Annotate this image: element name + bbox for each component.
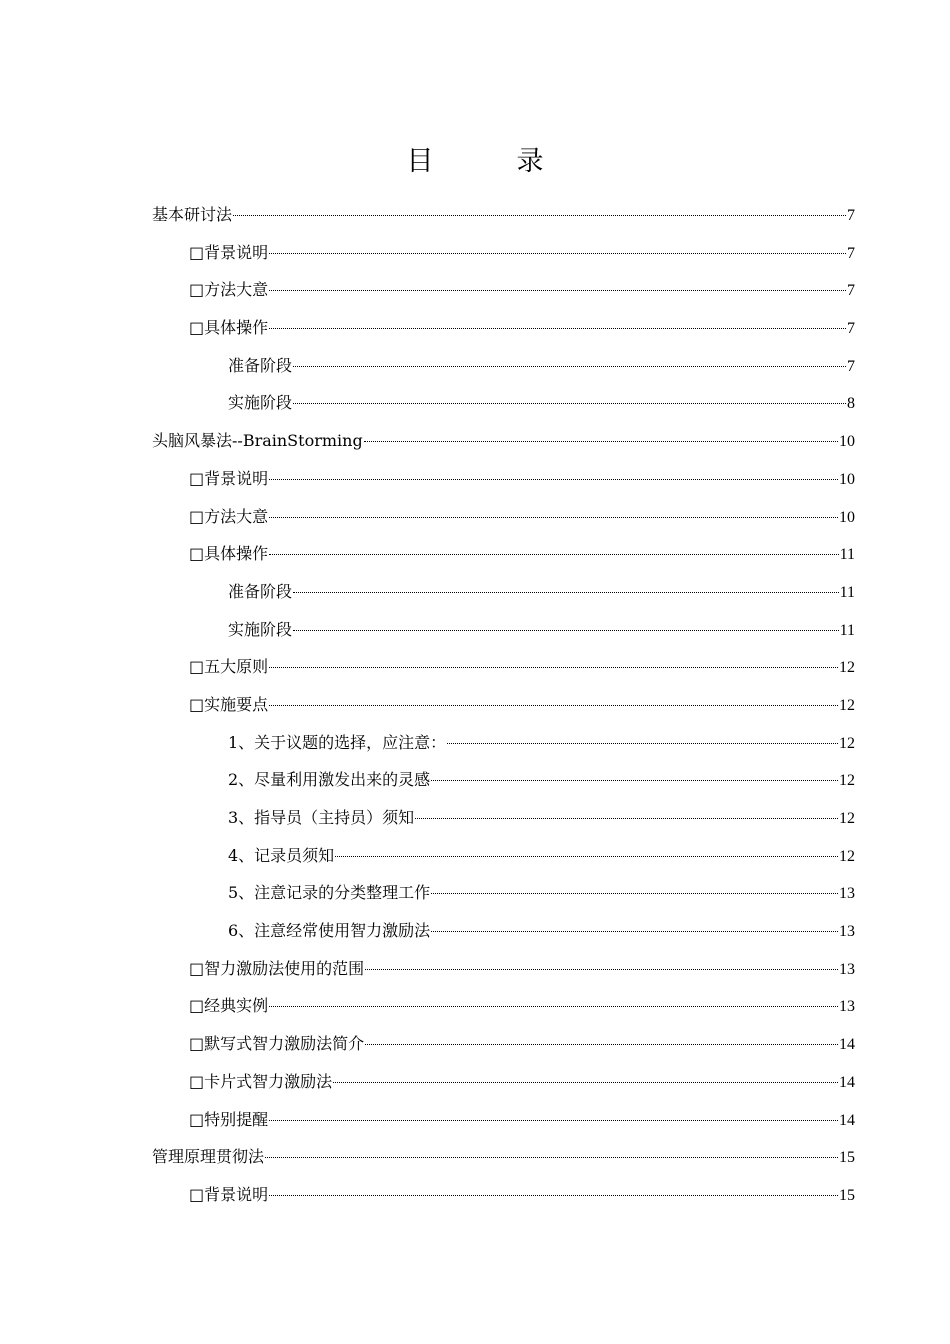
toc-entry[interactable] [152, 1176, 855, 1214]
toc-dot-leader [293, 630, 839, 631]
toc-entry-page-number: 13 [839, 885, 855, 903]
toc-entry[interactable] [152, 912, 855, 950]
toc-entry-page-number: 13 [839, 960, 855, 978]
toc-entry-page-number: 12 [839, 772, 855, 790]
toc-entry-page-number: 12 [839, 696, 855, 714]
toc-entry-page-number: 13 [839, 923, 855, 941]
toc-entry[interactable] [152, 460, 855, 498]
toc-entry-label: □背景说明 [189, 242, 269, 262]
toc-entry[interactable] [152, 422, 855, 460]
toc-dot-leader [293, 592, 839, 593]
toc-entry-label: □背景说明 [189, 1184, 269, 1204]
toc-entry[interactable] [152, 1025, 855, 1063]
toc-dot-leader [269, 328, 846, 329]
toc-entry-label: 基本研讨法 [152, 205, 233, 224]
toc-entry-label: □实施要点 [189, 694, 269, 714]
toc-entry-label: 头脑风暴法--BrainStorming [152, 431, 363, 451]
toc-dot-leader [269, 517, 838, 518]
toc-entry-label: □背景说明 [189, 468, 269, 488]
toc-entry-page-number: 13 [839, 998, 855, 1016]
toc-entry-page-number: 8 [847, 395, 855, 413]
toc-entry-label: □卡片式智力激励法 [189, 1071, 333, 1091]
toc-entry-label: □具体操作 [189, 318, 269, 338]
toc-entry-label: 准备阶段 [228, 581, 293, 601]
toc-entry-page-number: 12 [839, 847, 855, 865]
toc-entry[interactable] [152, 384, 855, 422]
toc-entry[interactable] [152, 347, 855, 385]
toc-entry-page-number: 12 [839, 810, 855, 827]
toc-entry-label: □具体操作 [189, 544, 269, 564]
toc-dot-leader [265, 1157, 838, 1158]
toc-dot-leader [269, 1120, 838, 1121]
toc-dot-leader [364, 441, 838, 442]
toc-entry[interactable] [152, 1063, 855, 1101]
toc-dot-leader [365, 1044, 838, 1045]
toc-entry[interactable] [152, 1101, 855, 1139]
toc-dot-leader [293, 403, 846, 404]
toc-entry-page-number: 14 [839, 1111, 855, 1129]
toc-entry-label: □特别提醒 [189, 1109, 269, 1129]
toc-entry[interactable] [152, 987, 855, 1025]
toc-entry-page-number: 11 [839, 621, 855, 639]
toc-dot-leader [365, 969, 838, 970]
toc-entry-page-number: 7 [847, 244, 855, 262]
toc-entry[interactable] [152, 535, 855, 573]
toc-entry-page-number: 7 [847, 320, 855, 338]
toc-entry-label: □默写式智力激励法简介 [189, 1034, 365, 1054]
toc-entry[interactable] [152, 686, 855, 724]
toc-dot-leader [269, 1006, 838, 1007]
toc-dot-leader [269, 479, 838, 480]
toc-entry-page-number: 12 [839, 734, 855, 752]
toc-entry[interactable] [152, 573, 855, 611]
toc-entry-label: 准备阶段 [228, 355, 293, 375]
toc-entry[interactable] [152, 196, 855, 234]
toc-dot-leader [447, 743, 838, 744]
toc-dot-leader [431, 780, 838, 781]
toc-dot-leader [269, 554, 838, 555]
toc-entry-label: 3、指导员（主持员）须知 [228, 808, 415, 827]
toc-entry[interactable] [152, 1138, 855, 1176]
toc-dot-leader [269, 253, 846, 254]
toc-entry-label: 管理原理贯彻法 [152, 1147, 265, 1167]
toc-entry[interactable] [152, 648, 855, 686]
toc-entry[interactable] [152, 874, 855, 912]
toc-entry[interactable] [152, 950, 855, 988]
toc-dot-leader [431, 931, 838, 932]
toc-entry-label: 2、尽量利用激发出来的灵感 [228, 770, 431, 790]
toc-entry-page-number: 7 [847, 282, 855, 300]
toc-entry-page-number: 14 [839, 1036, 855, 1054]
toc-entry[interactable] [152, 724, 855, 762]
toc-entry-page-number: 7 [847, 207, 855, 224]
toc-dot-leader [293, 366, 846, 367]
toc-entry-page-number: 10 [839, 433, 855, 451]
toc-entry-label: 5、注意记录的分类整理工作 [228, 883, 431, 903]
toc-dot-leader [269, 667, 838, 668]
toc-entry-page-number: 11 [839, 546, 855, 564]
toc-entry-label: □智力激励法使用的范围 [189, 958, 365, 978]
toc-entry-label: 实施阶段 [228, 619, 293, 639]
toc-entry-label: □方法大意 [189, 506, 269, 526]
toc-entry[interactable] [152, 611, 855, 649]
toc-entry[interactable] [152, 498, 855, 536]
toc-entry-label: □五大原则 [189, 657, 269, 677]
toc-entry[interactable] [152, 837, 855, 875]
toc-dot-leader [335, 856, 838, 857]
toc-entry-page-number: 14 [839, 1073, 855, 1091]
toc-entry-label: □方法大意 [189, 280, 269, 300]
toc-dot-leader [269, 290, 846, 291]
toc-entry-label: 1、关于议题的选择，应注意： [228, 732, 447, 752]
toc-dot-leader [431, 893, 838, 894]
toc-entry[interactable] [152, 234, 855, 272]
toc-entry-label: 实施阶段 [228, 393, 293, 413]
toc-dot-leader [269, 705, 838, 706]
toc-entry[interactable] [152, 309, 855, 347]
toc-entry[interactable] [152, 799, 855, 837]
toc-entry-label: 6、注意经常使用智力激励法 [228, 921, 431, 941]
toc-dot-leader [269, 1195, 838, 1196]
toc-dot-leader [415, 818, 838, 819]
toc-entry-page-number: 15 [839, 1186, 855, 1204]
table-of-contents [152, 196, 855, 1214]
toc-dot-leader [233, 215, 846, 216]
toc-entry-page-number: 10 [839, 470, 855, 488]
toc-entry-label: 4、记录员须知 [228, 845, 335, 865]
toc-entry[interactable] [152, 271, 855, 309]
toc-entry-page-number: 7 [847, 357, 855, 375]
toc-entry-page-number: 12 [839, 659, 855, 677]
toc-entry-page-number: 11 [839, 583, 855, 601]
toc-title: 目 录 [406, 146, 572, 177]
toc-entry-page-number: 10 [839, 508, 855, 526]
toc-dot-leader [333, 1082, 838, 1083]
toc-entry-page-number: 15 [839, 1149, 855, 1167]
toc-entry[interactable] [152, 761, 855, 799]
toc-entry-label: □经典实例 [189, 996, 269, 1016]
